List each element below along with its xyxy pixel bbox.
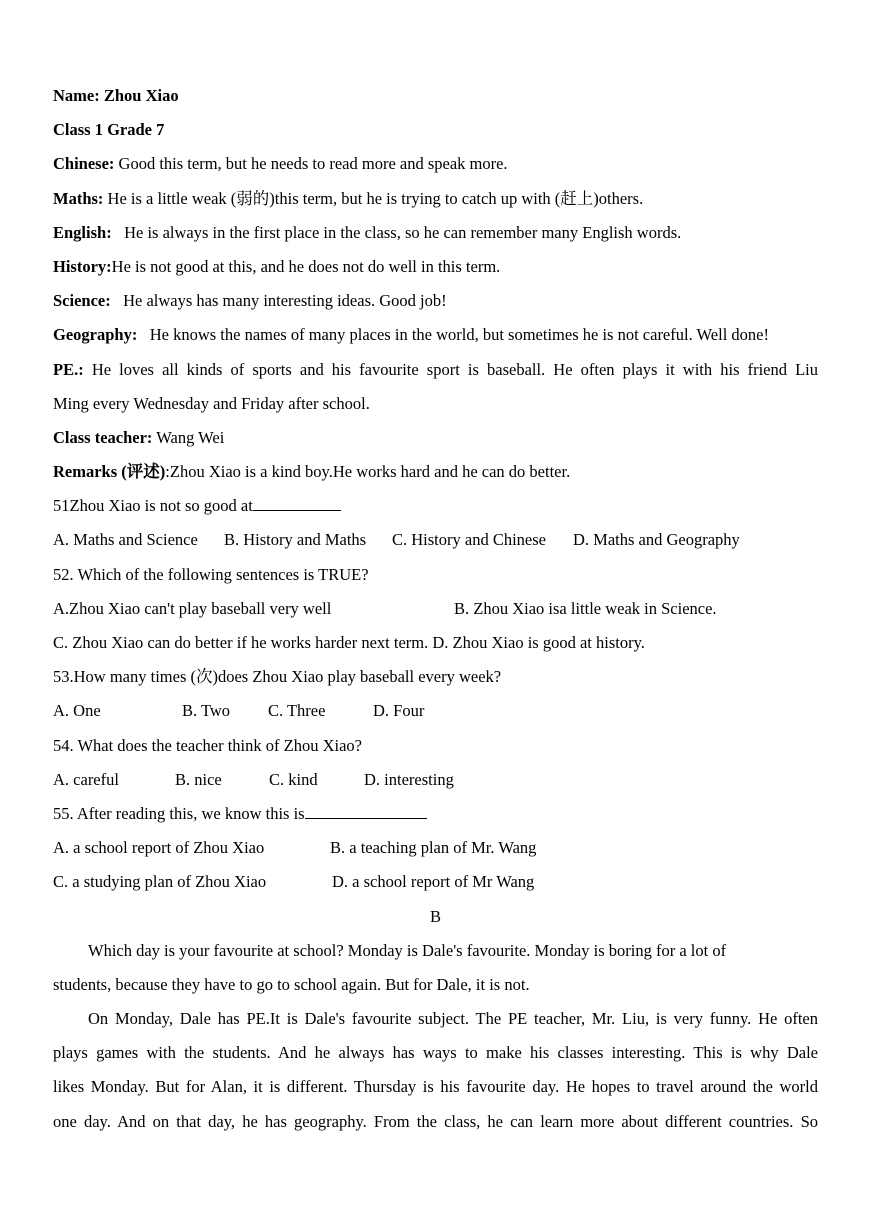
passage-b-line: one day. And on that day, he has geography. From the class, he can learn more about different countries. So xyxy=(53,1111,818,1131)
question-52: 52. Which of the following sentences is TRUE? xyxy=(53,564,369,584)
option-d: D. Four xyxy=(373,701,425,721)
subject-label: Science: xyxy=(53,291,111,311)
passage-b-line: likes Monday. But for Alan, it is different. Thursday is his favourite day. He hopes to travel around the world xyxy=(53,1077,818,1097)
answer-blank xyxy=(253,494,341,511)
teacher-value: Wang Wei xyxy=(152,427,225,447)
document-page xyxy=(53,82,818,1142)
option-a: A. Maths and Science xyxy=(53,530,198,550)
option-b: B. History and Maths xyxy=(224,530,367,550)
subject-comment: He always has many interesting ideas. Good job! xyxy=(110,291,447,311)
answer-blank xyxy=(305,802,427,819)
option-c: C. Three xyxy=(268,701,326,721)
option-d: D. Zhou Xiao is good at history. xyxy=(432,633,645,652)
question-55-options-ab xyxy=(53,834,818,868)
question-52-options-cd xyxy=(53,629,818,663)
remarks-label: Remarks (评述) xyxy=(53,462,166,482)
subject-pe xyxy=(53,356,818,390)
subject-comment: He is always in the first place in the class, so he can remember many English words. xyxy=(111,222,682,242)
remarks xyxy=(53,458,818,492)
subject-comment: He knows the names of many places in the world, but sometimes he is not careful. Well done! xyxy=(137,325,769,345)
option-c: C. History and Chinese xyxy=(392,530,546,550)
passage-b-line: students, because they have to go to school again. But for Dale, it is not. xyxy=(53,974,530,994)
option-a: A. careful xyxy=(53,769,119,789)
question-55-options-cd xyxy=(53,868,818,902)
question-54: 54. What does the teacher think of Zhou Xiao? xyxy=(53,735,362,755)
option-c: C. Zhou Xiao can do better if he works harder next term. xyxy=(53,633,429,652)
option-d: D. a school report of Mr Wang xyxy=(332,872,535,892)
option-c: C. kind xyxy=(269,769,318,789)
subject-label: Chinese: xyxy=(53,154,115,174)
passage-b-line: On Monday, Dale has PE.It is Dale's favourite subject. The PE teacher, Mr. Liu, is very funny. He often xyxy=(88,1009,818,1029)
subject-label: Maths: xyxy=(53,188,104,208)
passage-b-line: Which day is your favourite at school? Monday is Dale's favourite. Monday is boring for a lot of xyxy=(88,940,727,960)
subject-chinese xyxy=(53,150,818,184)
student-class: Class 1 Grade 7 xyxy=(53,120,165,140)
subject-label: History: xyxy=(53,256,112,276)
subject-label: Geography: xyxy=(53,325,138,345)
subject-history xyxy=(53,253,818,287)
option-c: C. a studying plan of Zhou Xiao xyxy=(53,872,267,892)
subject-maths xyxy=(53,185,818,219)
option-a: A. One xyxy=(53,701,101,721)
student-name: Name: Zhou Xiao xyxy=(53,86,179,105)
subject-geography xyxy=(53,321,818,355)
question-54-options xyxy=(53,766,818,800)
subject-english xyxy=(53,219,818,253)
teacher-label: Class teacher: xyxy=(53,427,153,447)
subject-comment: He loves all kinds of sports and his favourite sport is baseball. He often plays it with his friend Liu xyxy=(83,359,818,379)
question-53-options xyxy=(53,697,818,731)
subject-science xyxy=(53,287,818,321)
question-51-options xyxy=(53,526,818,560)
option-a: A. a school report of Zhou Xiao xyxy=(53,838,265,858)
remarks-text: :Zhou Xiao is a kind boy.He works hard and he can do better. xyxy=(165,462,571,482)
option-b: B. a teaching plan of Mr. Wang xyxy=(330,838,537,858)
class-teacher xyxy=(53,424,818,458)
subject-label: PE.: xyxy=(53,359,84,379)
option-b: B. nice xyxy=(175,769,222,789)
option-d: D. interesting xyxy=(364,769,454,789)
question-55 xyxy=(53,800,818,834)
option-b: B. Two xyxy=(182,701,231,721)
section-b-heading: B xyxy=(429,906,441,926)
passage-b-line: plays games with the students. And he always has ways to make his classes interesting. This is why Dale xyxy=(53,1043,818,1063)
subject-comment: He is not good at this, and he does not do well in this term. xyxy=(111,256,501,276)
question-stem: 55. After reading this, we know this is xyxy=(53,803,305,823)
question-51 xyxy=(53,492,818,526)
question-53: 53.How many times (次)does Zhou Xiao play baseball every week? xyxy=(53,667,502,687)
option-b: B. Zhou Xiao isa little weak in Science. xyxy=(454,598,717,618)
option-a: A.Zhou Xiao can't play baseball very well xyxy=(53,598,332,618)
question-52-options-ab xyxy=(53,595,818,629)
subject-label: English: xyxy=(53,222,112,242)
subject-pe-continued: Ming every Wednesday and Friday after school. xyxy=(53,393,370,413)
subject-comment: Good this term, but he needs to read more and speak more. xyxy=(114,154,508,174)
option-d: D. Maths and Geography xyxy=(573,530,740,550)
subject-comment: He is a little weak (弱的)this term, but he is trying to catch up with (赶上)others. xyxy=(103,188,644,208)
question-stem: 51Zhou Xiao is not so good at xyxy=(53,496,253,516)
